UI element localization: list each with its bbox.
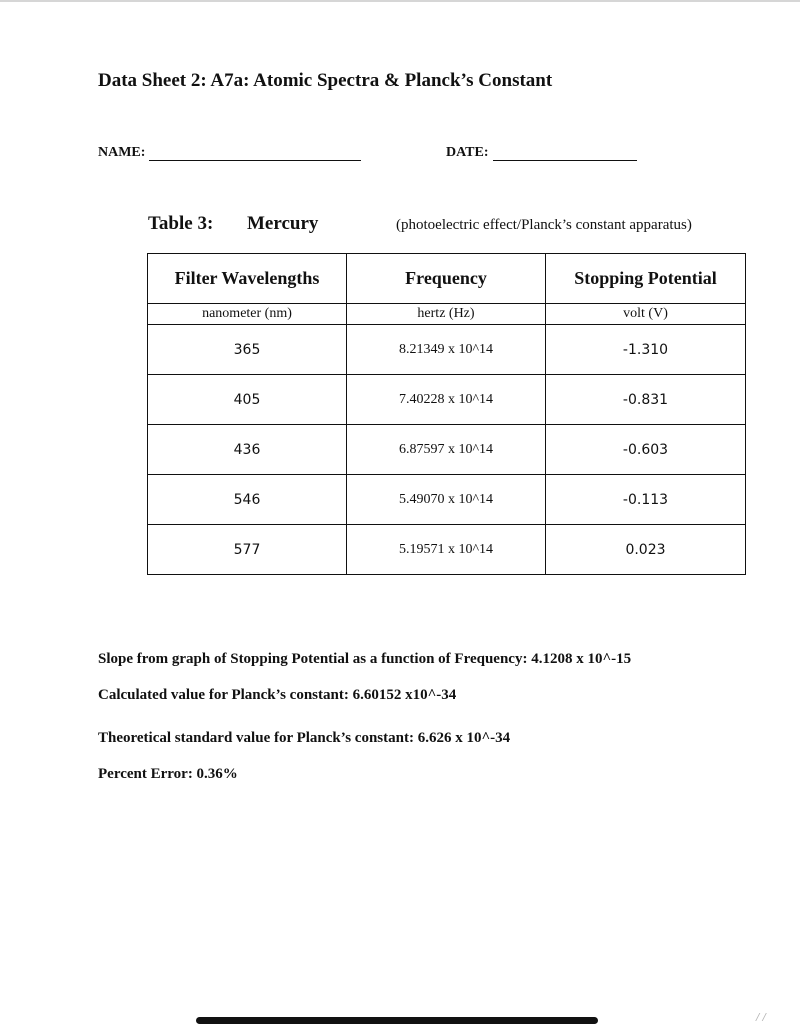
table-row: [148, 425, 746, 475]
calculated-planck-result: Calculated value for Planck’s constant: 6.60152 x10^-34: [98, 687, 457, 703]
page-mark: / /: [756, 1012, 766, 1023]
data-table: [147, 253, 746, 575]
potential-cell: -0.113: [546, 475, 746, 525]
slope-result: Slope from graph of Stopping Potential as a function of Frequency: 4.1208 x 10^-15: [98, 651, 632, 667]
table-caption-label: Table 3:: [148, 213, 214, 234]
theoretical-planck-result: Theoretical standard value for Planck’s constant: 6.626 x 10^-34: [98, 730, 511, 746]
header-wavelength: Filter Wavelengths: [148, 254, 347, 304]
wavelength-cell: 436: [148, 425, 347, 475]
frequency-cell: 5.49070 x 10^14: [347, 475, 546, 525]
units-row: [148, 304, 746, 325]
table-caption-element: Mercury: [247, 213, 319, 234]
potential-cell: -0.831: [546, 375, 746, 425]
name-input-line[interactable]: [149, 146, 361, 161]
header-frequency: Frequency: [347, 254, 546, 304]
frequency-cell: 6.87597 x 10^14: [347, 425, 546, 475]
unit-frequency: hertz (Hz): [347, 304, 546, 325]
header-potential: Stopping Potential: [546, 254, 746, 304]
table-row: [148, 375, 746, 425]
frequency-cell: 8.21349 x 10^14: [347, 325, 546, 375]
frequency-cell: 7.40228 x 10^14: [347, 375, 546, 425]
name-label: NAME:: [98, 145, 146, 160]
wavelength-cell: 577: [148, 525, 347, 575]
header-row: [148, 254, 746, 304]
page-title: Data Sheet 2: A7a: Atomic Spectra & Planck’s Constant: [98, 70, 553, 91]
potential-cell: -1.310: [546, 325, 746, 375]
frequency-cell: 5.19571 x 10^14: [347, 525, 546, 575]
date-label: DATE:: [446, 145, 489, 160]
wavelength-cell: 405: [148, 375, 347, 425]
potential-cell: 0.023: [546, 525, 746, 575]
date-input-line[interactable]: [493, 146, 637, 161]
percent-error-result: Percent Error: 0.36%: [98, 766, 238, 782]
wavelength-cell: 546: [148, 475, 347, 525]
table-row: [148, 475, 746, 525]
unit-wavelength: nanometer (nm): [148, 304, 347, 325]
table-row: [148, 525, 746, 575]
unit-potential: volt (V): [546, 304, 746, 325]
table-row: [148, 325, 746, 375]
top-border: [0, 0, 800, 2]
apparatus-note: (photoelectric effect/Planck’s constant apparatus): [396, 217, 692, 233]
home-indicator[interactable]: [196, 1017, 598, 1024]
potential-cell: -0.603: [546, 425, 746, 475]
date-field: [446, 145, 637, 161]
name-field: [98, 145, 361, 161]
wavelength-cell: 365: [148, 325, 347, 375]
